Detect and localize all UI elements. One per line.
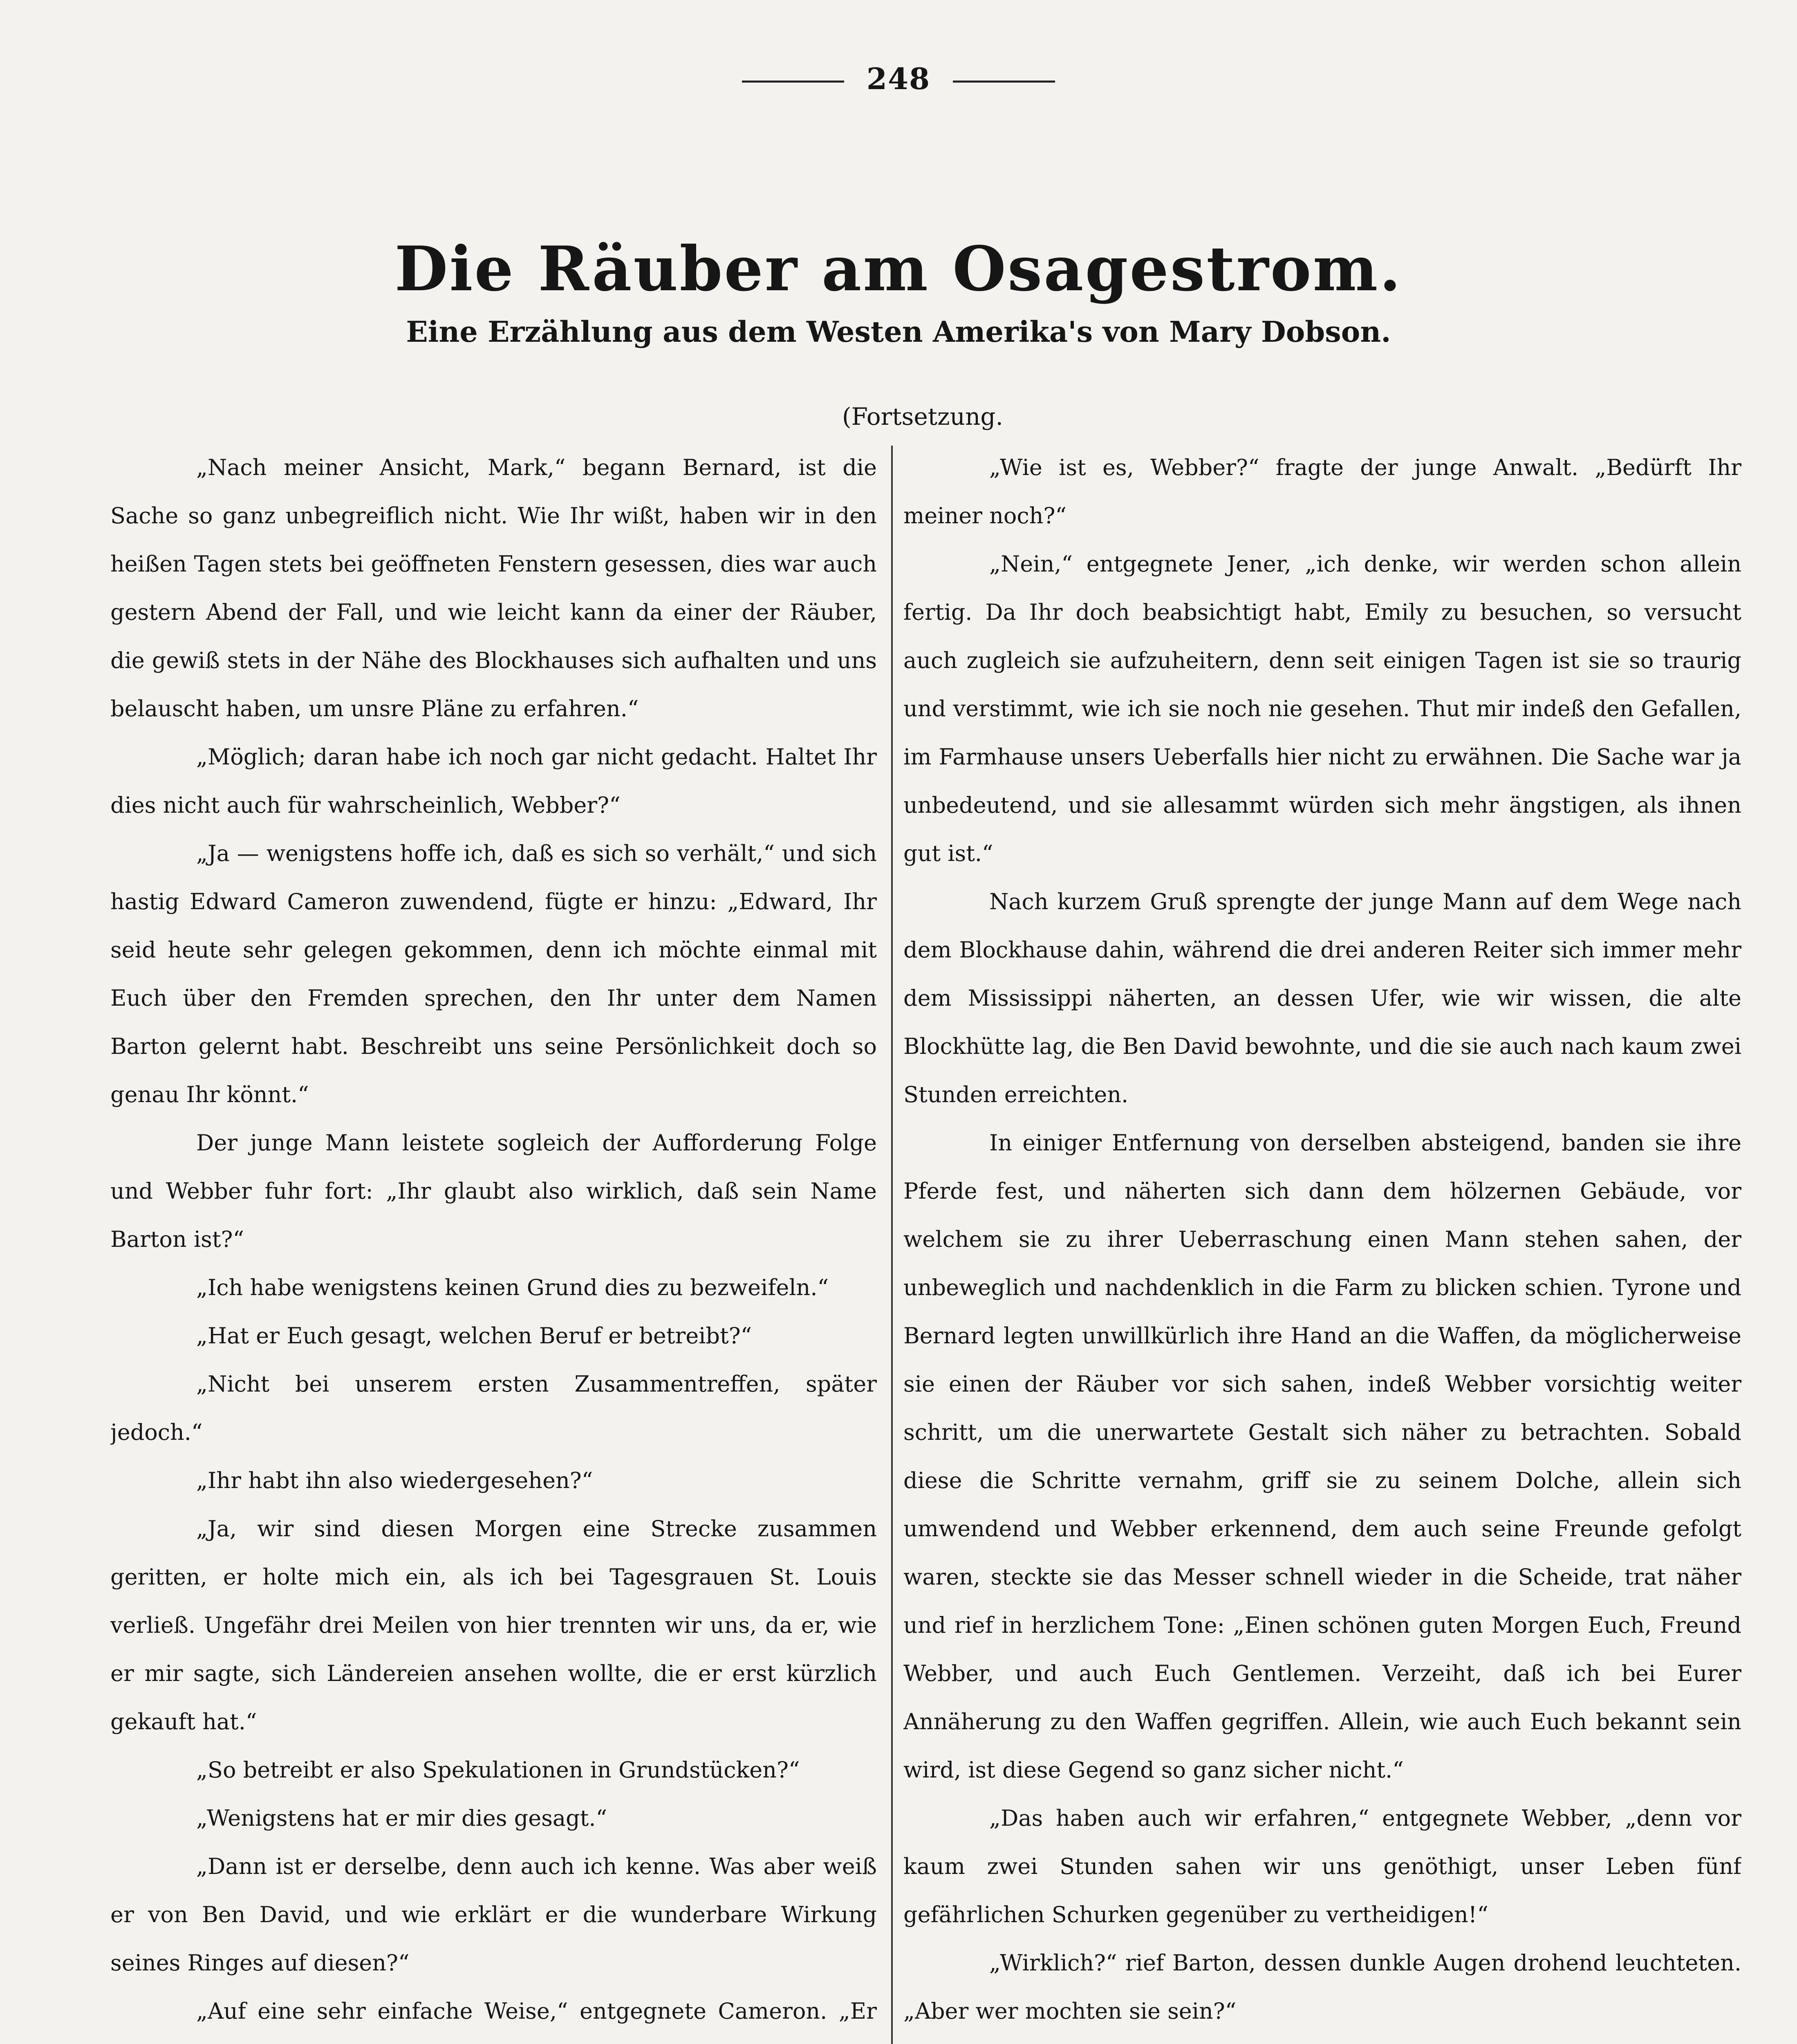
paragraph: „Nicht bei unserem ersten Zusammentreffen, später jedoch.“: [110, 1371, 877, 1445]
paragraph: „Hat er Euch gesagt, welchen Beruf er betreibt?“: [196, 1323, 752, 1349]
page-number: [0, 61, 1797, 96]
paragraph: „Möglich; daran habe ich noch gar nicht gedacht. Haltet Ihr dies nicht auch für wahrscheinlich, Webber?“: [110, 744, 877, 818]
paragraph: „So betreibt er also Spekulationen in Grundstücken?“: [196, 1757, 800, 1783]
paragraph: „Nach meiner Ansicht, Mark,“ begann Bernard, ist die Sache so ganz unbegreiflich nicht. Wie Ihr wißt, haben wir in den heißen Tagen stets bei geöffneten Fenstern gesessen, dies war auch gestern Abend der Fall, und wie leicht kann da einer der Räuber, die gewiß stets in der Nähe des Blockhauses sich aufhalten und uns belauscht haben, um unsre Pläne zu erfahren.“: [110, 455, 877, 722]
page-number-rule-right: [953, 81, 1055, 83]
paragraph: „Dann ist er derselbe, denn auch ich kenne. Was aber weiß er von Ben David, und wie erklärt er die wunderbare Wirkung seines Ringes auf diesen?“: [110, 1853, 877, 1976]
paragraph: „Nein,“ entgegnete Jener, „ich denke, wir werden schon allein fertig. Da Ihr doch beabsichtigt habt, Emily zu besuchen, so versucht auch zugleich sie aufzuheitern, denn seit einigen Tagen ist sie so traurig und verstimmt, wie ich sie noch nie gesehen. Thut mir indeß den Gefallen, im Farmhause unsers Ueberfalls hier nicht zu erwähnen. Die Sache war ja unbedeutend, und sie allesammt würden sich mehr ängstigen, als ihnen gut ist.“: [903, 551, 1741, 866]
paragraph: „Wirklich?“ rief Barton, dessen dunkle Augen drohend leuchteten. „Aber wer mochten sie sein?“: [903, 1950, 1741, 2024]
paragraph: „Ihr habt ihn also wiedergesehen?“: [196, 1468, 593, 1493]
column-divider: [891, 446, 893, 2044]
continuation-note: (Fortsetzung.: [842, 403, 1003, 430]
page-number-rule-left: [742, 81, 844, 83]
left-column: [110, 444, 877, 2044]
page-number-text: 248: [866, 61, 931, 96]
paragraph: „Auf eine sehr einfache Weise,“ entgegnete Cameron. „Er: [196, 1998, 877, 2024]
paragraph: „Ich habe wenigstens keinen Grund dies zu bezweifeln.“: [196, 1275, 829, 1300]
paragraph: „Wenigstens hat er mir dies gesagt.“: [196, 1805, 607, 1831]
paragraph: „Ja, wir sind diesen Morgen eine Strecke zusammen geritten, er holte mich ein, als ich bei Tagesgrauen St. Louis verließ. Ungefähr drei Meilen von hier trennten wir uns, da er, wie er mir sagte, sich Ländereien ansehen wollte, die er erst kürzlich gekauft hat.“: [110, 1516, 877, 1735]
paragraph: „Ja — wenigstens hoffe ich, daß es sich so verhält,“ und sich hastig Edward Cameron zuwendend, fügte er hinzu: „Edward, Ihr seid heute sehr gelegen gekommen, denn ich möchte einmal mit Euch über den Fremden sprechen, den Ihr unter dem Namen Barton gelernt habt. Beschreibt uns seine Persönlichkeit doch so genau Ihr könnt.“: [110, 840, 877, 1107]
paragraph: Nach kurzem Gruß sprengte der junge Mann auf dem Wege nach dem Blockhause dahin, während die drei anderen Reiter sich immer mehr dem Mississippi näherten, an dessen Ufer, wie wir wissen, die alte Blockhütte lag, die Ben David bewohnte, und die sie auch nach kaum zwei Stunden erreichten.: [903, 889, 1741, 1107]
article-subtitle: Eine Erzählung aus dem Westen Amerika's von Mary Dobson.: [406, 315, 1391, 349]
paragraph: In einiger Entfernung von derselben absteigend, banden sie ihre Pferde fest, und näherten sich dann dem hölzernen Gebäude, vor welchem sie zu ihrer Ueberraschung einen Mann stehen sahen, der unbeweglich und nachdenklich in die Farm zu blicken schien. Tyrone und Bernard legten unwillkürlich ihre Hand an die Waffen, da möglicherweise sie einen der Räuber vor sich sahen, indeß Webber vorsichtig weiter schritt, um die unerwartete Gestalt sich näher zu betrachten. Sobald diese die Schritte vernahm, griff sie zu seinem Dolche, allein sich umwendend und Webber erkennend, dem auch seine Freunde gefolgt waren, steckte sie das Messer schnell wieder in die Scheide, trat näher und rief in herzlichem Tone: „Einen schönen guten Morgen Euch, Freund Webber, und auch Euch Gentlemen. Verzeiht, daß ich bei Eurer Annäherung zu den Waffen gegriffen. Allein, wie auch Euch bekannt sein wird, ist diese Gegend so ganz sicher nicht.“: [903, 1130, 1741, 1783]
paragraph: „Das haben auch wir erfahren,“ entgegnete Webber, „denn vor kaum zwei Stunden sahen wir uns genöthigt, unser Leben fünf gefährlichen Schurken gegenüber zu vertheidigen!“: [903, 1805, 1741, 1927]
paragraph: „Wie ist es, Webber?“ fragte der junge Anwalt. „Bedürft Ihr meiner noch?“: [903, 455, 1741, 529]
article-title: Die Räuber am Osagestrom.: [394, 233, 1403, 305]
right-column: [903, 444, 1741, 2044]
paragraph: Der junge Mann leistete sogleich der Aufforderung Folge und Webber fuhr fort: „Ihr glaubt also wirklich, daß sein Name Barton ist?“: [110, 1130, 877, 1252]
paragraph: [903, 2035, 1741, 2044]
